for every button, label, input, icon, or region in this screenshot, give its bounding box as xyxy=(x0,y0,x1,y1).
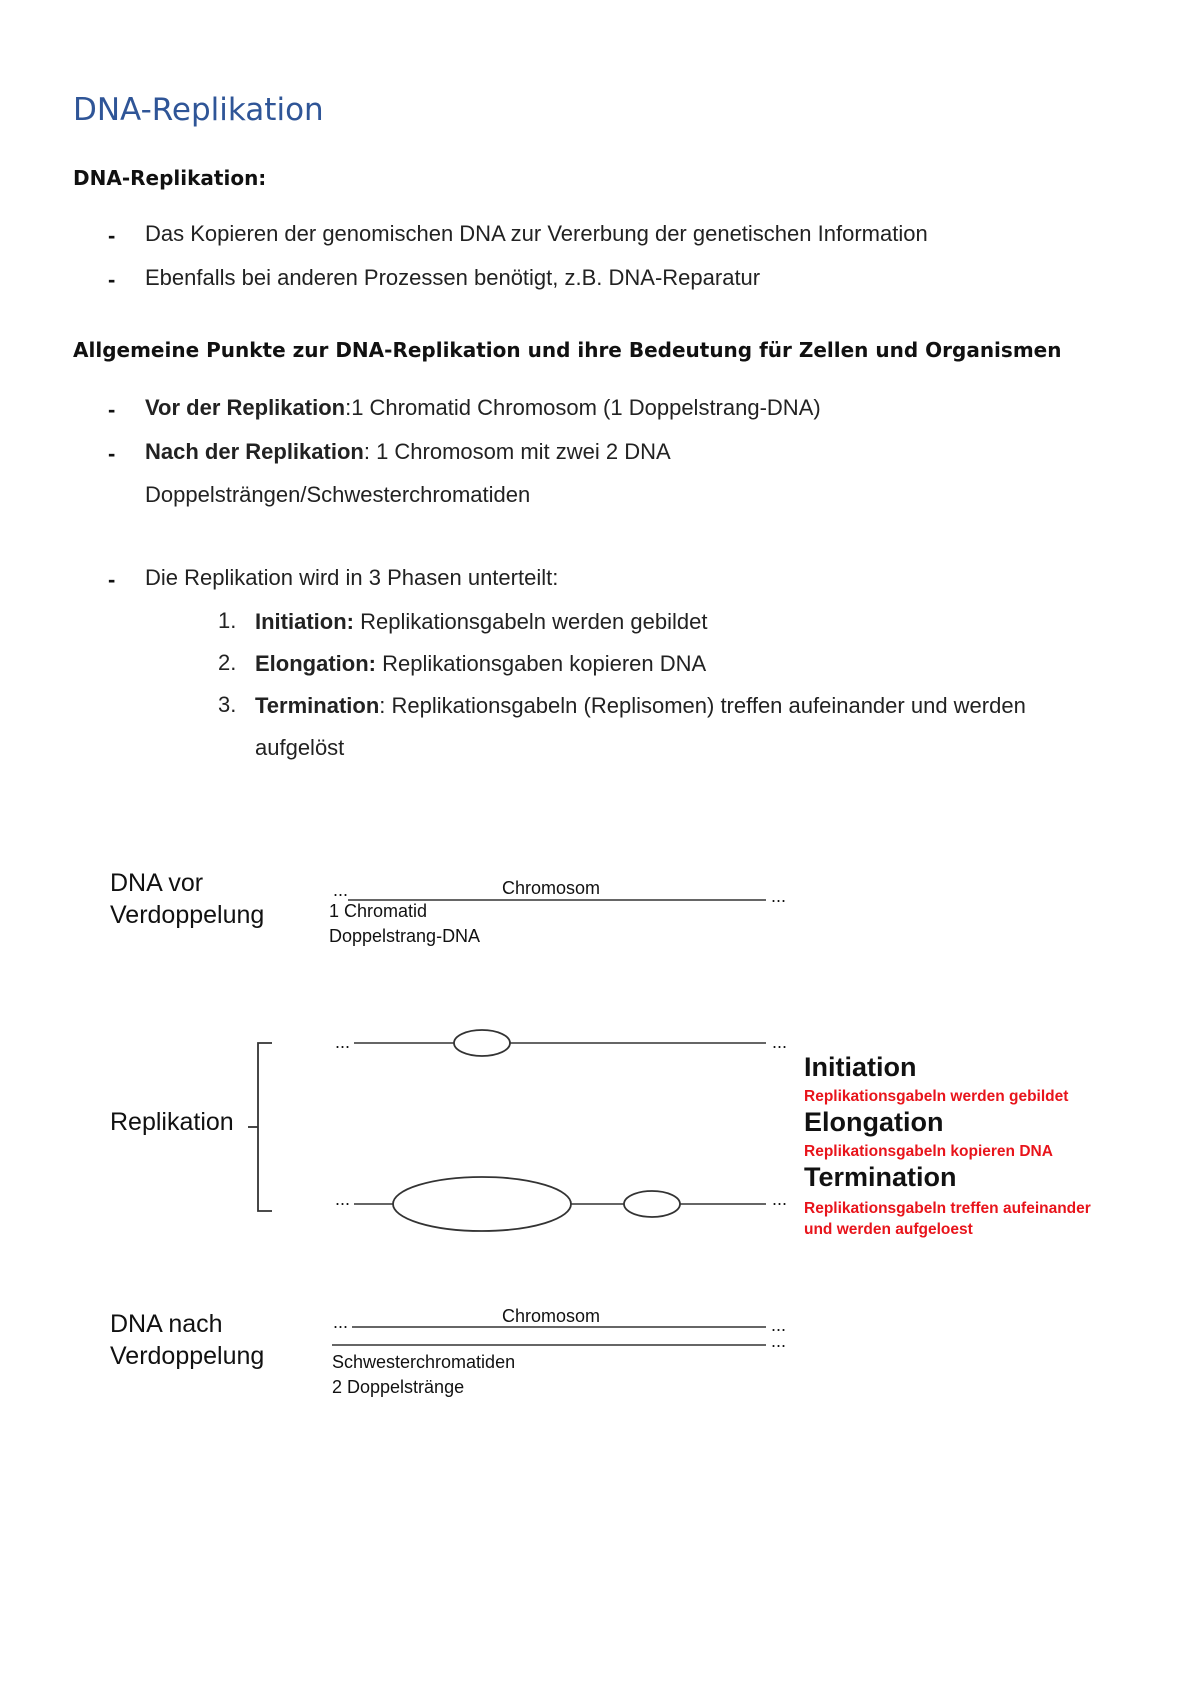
bullet-marker: - xyxy=(108,267,116,292)
phase-name: Termination xyxy=(255,693,380,718)
after-sub-line2: 2 Doppelstränge xyxy=(332,1377,465,1397)
bullet-marker: - xyxy=(108,223,116,248)
chromosome-label-before: Chromosom xyxy=(502,878,601,898)
bullet-phases-intro: Die Replikation wird in 3 Phasen unterteilt: xyxy=(145,565,559,590)
after-sub-line1: Schwesterchromatiden xyxy=(332,1352,516,1372)
section-heading-definition: DNA-Replikation: xyxy=(73,166,267,190)
ellipsis-left: ... xyxy=(333,1312,349,1332)
replication-bracket xyxy=(258,1043,272,1211)
page-title: DNA-Replikation xyxy=(73,92,324,128)
bullet-text: Das Kopieren der genomischen DNA zur Vererbung der genetischen Information xyxy=(145,221,928,246)
bullet-continuation: Doppelsträngen/Schwesterchromatiden xyxy=(145,482,531,507)
phase-text: Replikationsgaben kopieren DNA xyxy=(375,651,707,676)
replication-label: Replikation xyxy=(110,1108,234,1136)
list-number: 3. xyxy=(218,692,237,717)
bullet-bold-term: Nach der Replikation xyxy=(145,439,364,464)
before-label-line2: Verdoppelung xyxy=(110,901,265,929)
diagram-phase-desc: Replikationsgabeln werden gebildet xyxy=(804,1088,1069,1105)
phase-text: Replikationsgabeln werden gebildet xyxy=(353,609,708,634)
ellipsis-right: ... xyxy=(771,886,787,906)
bullet-bold-term: Vor der Replikation xyxy=(145,395,346,420)
after-label-line2: Verdoppelung xyxy=(110,1342,265,1370)
ellipsis-right: ... xyxy=(771,1315,787,1335)
section-heading-general: Allgemeine Punkte zur DNA-Replikation und ihre Bedeutung für Zellen und Organismen xyxy=(73,338,1062,362)
phase-text: : Replikationsgabeln (Replisomen) treffen aufeinander und werden xyxy=(379,693,1026,718)
before-sub-line2: Doppelstrang-DNA xyxy=(329,926,481,946)
ellipsis-right: ... xyxy=(772,1189,788,1209)
diagram-phase-initiation: Initiation xyxy=(804,1052,917,1082)
bullet-marker: - xyxy=(108,567,116,592)
phase-continuation: aufgelöst xyxy=(255,735,345,760)
diagram-phase-elongation: Elongation xyxy=(804,1107,944,1137)
bullet-text: : 1 Chromosom mit zwei 2 DNA xyxy=(363,439,671,464)
bullet-marker: - xyxy=(108,441,116,466)
replication-bubble-small xyxy=(624,1191,680,1217)
bullet-text: Ebenfalls bei anderen Prozessen benötigt, z.B. DNA-Reparatur xyxy=(145,265,761,290)
bullet-text: :1 Chromatid Chromosom (1 Doppelstrang-DNA) xyxy=(345,395,821,420)
replication-bubble-large xyxy=(393,1177,571,1231)
replication-bubble-small xyxy=(454,1030,510,1056)
phase-name: Elongation: xyxy=(255,651,376,676)
bullet-marker: - xyxy=(108,397,116,422)
phase-name: Initiation: xyxy=(255,609,354,634)
list-number: 2. xyxy=(218,650,237,675)
before-sub-line1: 1 Chromatid xyxy=(329,901,428,921)
before-label-line1: DNA vor xyxy=(110,869,204,897)
diagram-phase-desc: Replikationsgabeln kopieren DNA xyxy=(804,1143,1053,1160)
ellipsis-right: ... xyxy=(772,1032,788,1052)
diagram-phase-termination: Termination xyxy=(804,1162,957,1192)
ellipsis-left: ... xyxy=(333,880,349,900)
ellipsis-left: ... xyxy=(335,1032,351,1052)
list-number: 1. xyxy=(218,608,237,633)
ellipsis-left: ... xyxy=(335,1189,351,1209)
chromosome-label-after: Chromosom xyxy=(502,1306,601,1326)
after-label-line1: DNA nach xyxy=(110,1310,223,1338)
diagram-phase-desc: und werden aufgeloest xyxy=(804,1221,973,1238)
diagram-phase-desc: Replikationsgabeln treffen aufeinander xyxy=(804,1200,1091,1217)
ellipsis-right: ... xyxy=(771,1331,787,1351)
